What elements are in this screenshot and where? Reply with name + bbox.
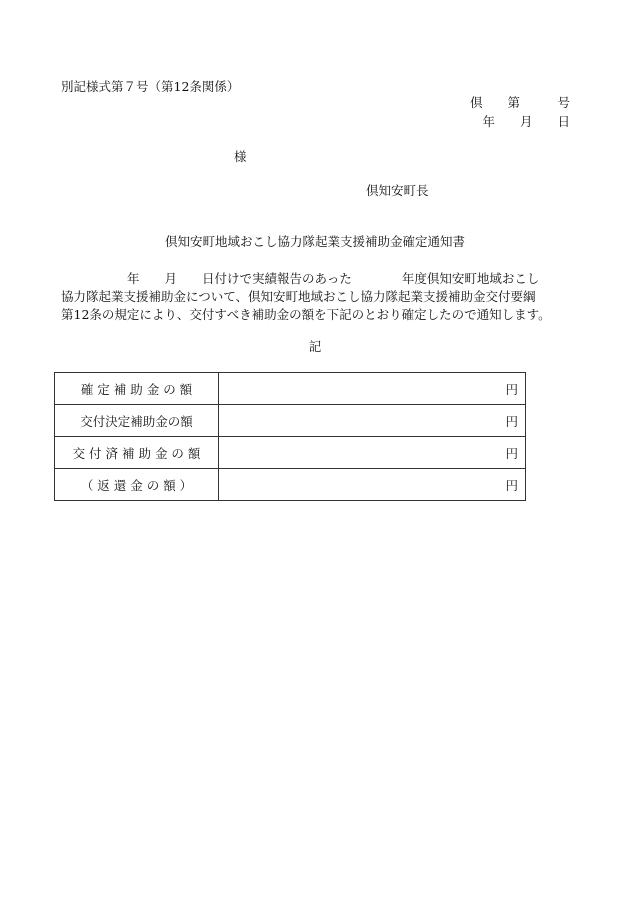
row-value-unit: 円 — [219, 437, 526, 469]
table-row — [55, 437, 526, 469]
form-label: 別記様式第７号（第12条関係） — [61, 79, 240, 94]
document-number: 倶 第 号 — [469, 95, 570, 110]
table-row — [55, 469, 526, 501]
row-value-unit: 円 — [219, 373, 526, 405]
row-label: （ 返 還 金 の 額 ） — [55, 469, 219, 501]
issuer: 倶知安町長 — [366, 183, 429, 198]
amount-table — [54, 372, 526, 501]
table-row — [55, 405, 526, 437]
row-label: 確 定 補 助 金 の 額 — [55, 373, 219, 405]
addressee: 様 — [234, 149, 247, 164]
ki-heading: 記 — [308, 339, 322, 354]
body-line-3: 第12条の規定により、交付すべき補助金の額を下記のとおり確定したので通知します。 — [61, 307, 551, 322]
row-value-unit: 円 — [219, 469, 526, 501]
row-value-unit: 円 — [219, 405, 526, 437]
row-label: 交 付 済 補 助 金 の 額 — [55, 437, 219, 469]
body-line-1: 年 月 日付けで実績報告のあった 年度倶知安町地域おこし — [127, 271, 540, 286]
document-title: 倶知安町地域おこし協力隊起業支援補助金確定通知書 — [164, 234, 465, 249]
table-row — [55, 373, 526, 405]
body-text — [61, 270, 571, 324]
document-date: 年 月 日 — [482, 114, 570, 129]
row-label: 交付決定補助金の額 — [55, 405, 219, 437]
body-line-2: 協力隊起業支援補助金について、倶知安町地域おこし協力隊起業支援補助金交付要綱 — [61, 289, 536, 304]
